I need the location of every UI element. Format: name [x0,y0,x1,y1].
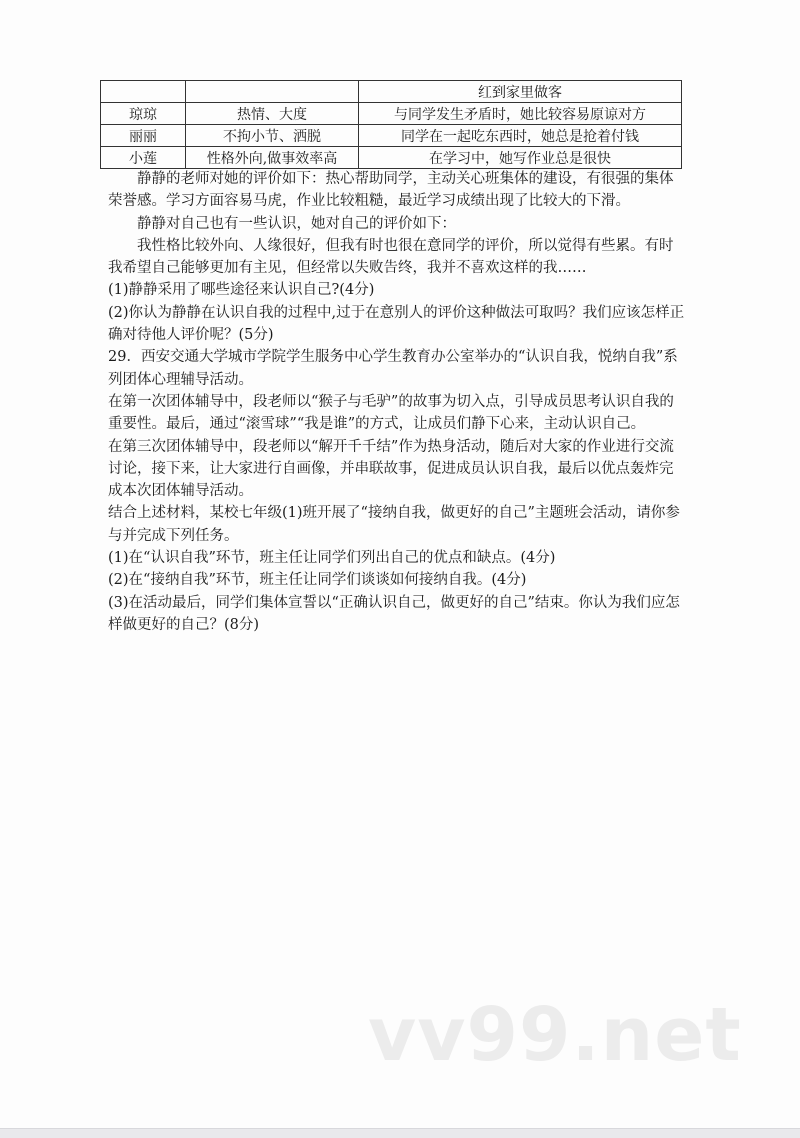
trait-cell [186,81,359,103]
paragraph: (3)在活动最后，同学们集体宣誓以“正确认识自己，做更好的自己”结束。你认为我们应怎样做更好的自己？(8分) [108,594,680,633]
paragraph: 静静对自己也有一些认识，她对自己的评价如下： [137,215,456,232]
paragraph: (1)在“认识自我”环节，班主任让同学们列出自己的优点和缺点。(4分) [108,550,556,567]
classmate-profile-table [100,80,682,169]
name-cell: 琼琼 [101,103,186,125]
table-row [101,125,682,147]
paragraph: (2)在“接纳自我”环节，班主任让同学们谈谈如何接纳自我。(4分) [108,572,527,589]
name-cell: 丽丽 [101,125,186,147]
paragraph: 29．西安交通大学城市学院学生服务中心学生教育办公室举办的“认识自我，悦纳自我”系列团体心理辅导活动。 [108,349,678,388]
name-cell: 小莲 [101,147,186,169]
behavior-cell: 与同学发生矛盾时，她比较容易原谅对方 [359,103,682,125]
paragraph: (1)静静采用了哪些途径来认识自己?(4分) [108,282,375,299]
trait-cell: 热情、大度 [186,103,359,125]
paragraph: (2)你认为静静在认识自我的过程中,过于在意别人的评价这种做法可取吗？我们应该怎样正确对待他人评价呢？(5分) [108,304,685,344]
trait-cell: 性格外向,做事效率高 [186,147,359,169]
behavior-cell: 同学在一起吃东西时，她总是抢着付钱 [359,125,682,147]
table-row [101,147,682,169]
paragraph: 结合上述材料，某校七年级(1)班开展了“接纳自我，做更好的自己”主题班会活动，请你参与并完成下列任务。 [108,505,680,544]
paragraph: 在第一次团体辅导中，段老师以“猴子与毛驴”的故事为切入点，引导成员思考认识自我的重要性。最后，通过“滚雪球”“我是谁”的方式，让成员们静下心来，主动认识自己。 [108,393,674,433]
question-text [108,168,686,636]
behavior-cell: 在学习中，她写作业总是很快 [359,147,682,169]
behavior-cell: 红到家里做客 [359,81,682,103]
paragraph: 我性格比较外向、人缘很好，但我有时也很在意同学的评价，所以觉得有些累。有时我希望自己能够更加有主见，但经常以失败告终，我并不喜欢这样的我…… [108,237,674,277]
paragraph: 在第三次团体辅导中，段老师以“解开千千结”作为热身活动，随后对大家的作业进行交流讨论，接下来，让大家进行自画像，并串联故事，促进成员认识自我，最后以优点轰炸完成本次团体辅导活动。 [108,438,674,500]
table-row [101,81,682,103]
paragraph: 静静的老师对她的评价如下：热心帮助同学，主动关心班集体的建设，有很强的集体荣誉感。学习方面容易马虎，作业比较粗糙，最近学习成绩出现了比较大的下滑。 [108,171,674,210]
watermark: vv99.net [368,992,742,1078]
name-cell [101,81,186,103]
trait-cell: 不拘小节、洒脱 [186,125,359,147]
table-row [101,103,682,125]
